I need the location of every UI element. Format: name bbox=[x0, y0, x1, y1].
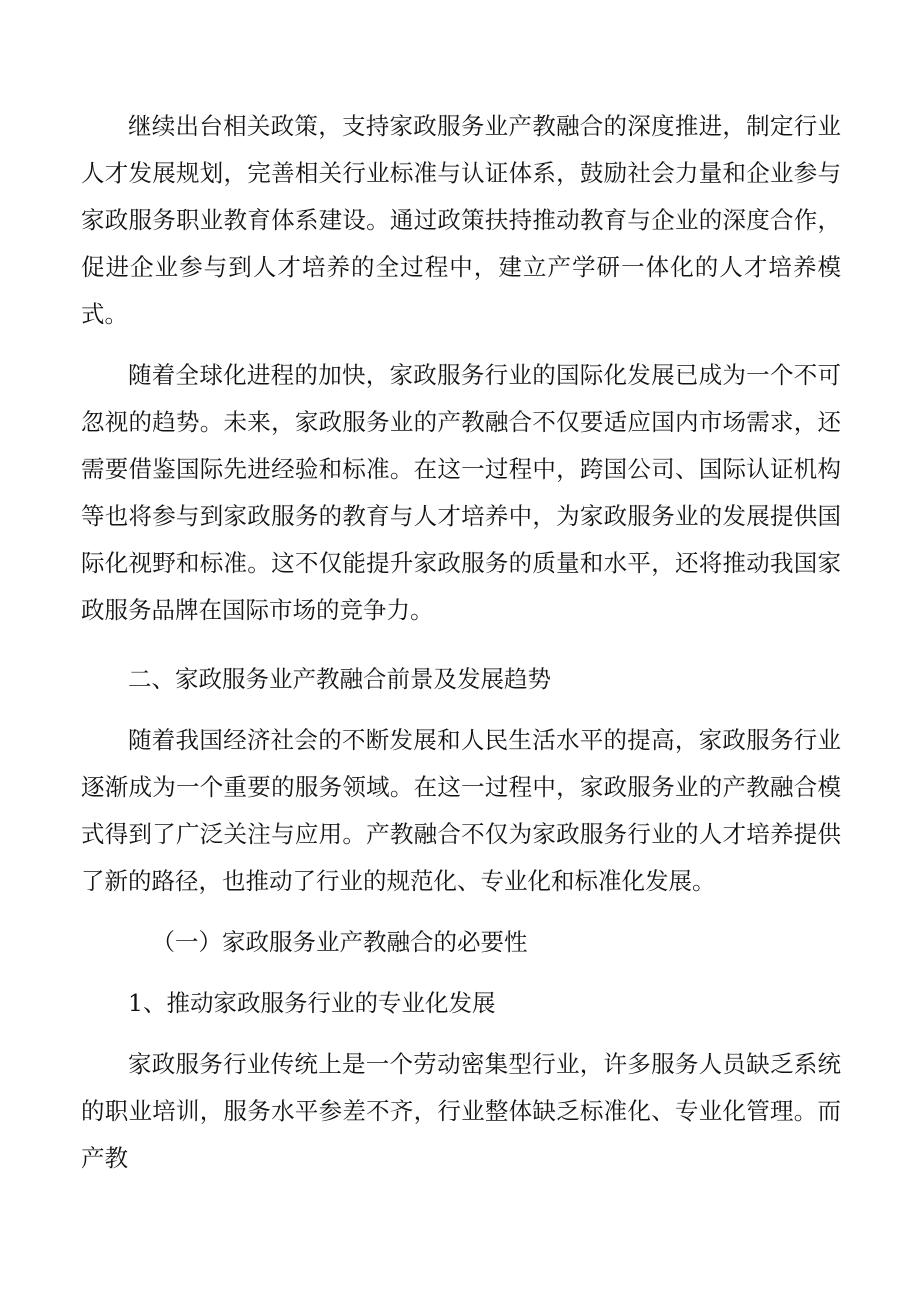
item-heading: 1、推动家政服务行业的专业化发展 bbox=[128, 989, 496, 1017]
section-heading: 二、家政服务业产教融合前景及发展趋势 bbox=[128, 665, 551, 693]
paragraph-policy-support: 继续出台相关政策，支持家政服务业产教融合的深度推进，制定行业人才发展规划，完善相关行业标准与认证体系，鼓励社会力量和企业参与家政服务职业教育体系建设。通过政策扶持推动教育与企业的深度合作，促进企业参与到人才培养的全过程中，建立产学研一体化的人才培养模式。 bbox=[81, 112, 841, 328]
paragraph-section-intro: 随着我国经济社会的不断发展和人民生活水平的提高，家政服务行业逐渐成为一个重要的服务领域。在这一过程中，家政服务业的产教融合模式得到了广泛关注与应用。产教融合不仅为家政服务行业的人才培养提供了新的路径，也推动了行业的规范化、专业化和标准化发展。 bbox=[81, 726, 841, 895]
paragraph-item-body: 家政服务行业传统上是一个劳动密集型行业，许多服务人员缺乏系统的职业培训，服务水平参差不齐，行业整体缺乏标准化、专业化管理。而产教 bbox=[81, 1050, 841, 1172]
document-body bbox=[81, 103, 841, 1196]
paragraph-internationalization: 随着全球化进程的加快，家政服务行业的国际化发展已成为一个不可忽视的趋势。未来，家政服务业的产教融合不仅要适应国内市场需求，还需要借鉴国际先进经验和标准。在这一过程中，跨国公司、国际认证机构等也将参与到家政服务的教育与人才培养中，为家政服务业的发展提供国际化视野和标准。这不仅能提升家政服务的质量和水平，还将推动我国家政服务品牌在国际市场的竞争力。 bbox=[81, 361, 841, 624]
subsection-heading: （一）家政服务业产教融合的必要性 bbox=[151, 928, 528, 956]
